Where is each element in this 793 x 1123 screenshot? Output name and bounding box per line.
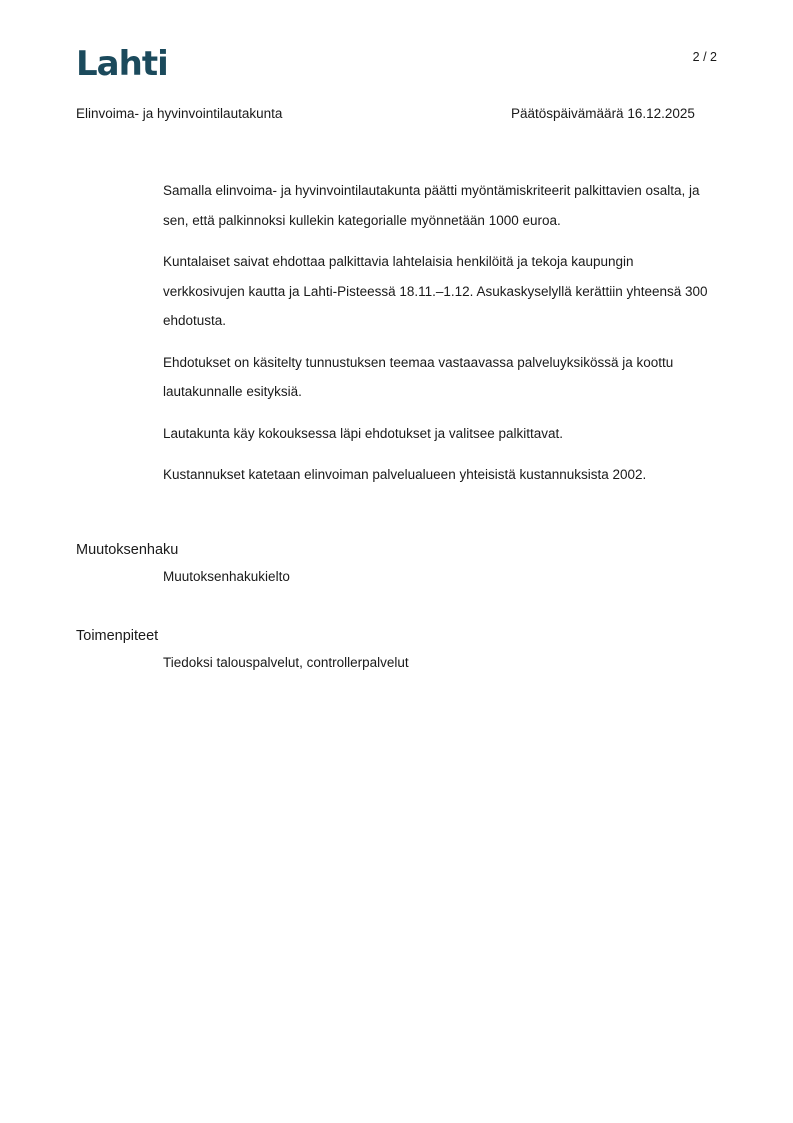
body-paragraph: Kuntalaiset saivat ehdottaa palkittavia lahtelaisia henkilöitä ja tekoja kaupungin verkkosivujen kautta ja Lahti-Pisteessä 18.11.–1.12. Asukaskyselyllä kerättiin yhteensä 300 ehdotusta. [163,254,708,328]
body-paragraph: Samalla elinvoima- ja hyvinvointilautakunta päätti myöntämiskriteerit palkittavien osalta, ja sen, että palkinnoksi kullekin kategorialle myönnetään 1000 euroa. [163,183,700,228]
appeal-heading: Muutoksenhaku [76,542,179,558]
actions-heading: Toimenpiteet [76,628,159,644]
decision-body [163,176,715,502]
body-paragraph: Ehdotukset on käsitelty tunnustuksen teemaa vastaavassa palveluyksikössä ja koottu lautakunnalle esityksiä. [163,354,674,399]
decision-date: Päätöspäivämäärä 16.12.2025 [511,106,695,121]
lahti-logo: Lahti [76,44,168,84]
appeal-value: Muutoksenhakukielto [163,569,290,584]
committee-name: Elinvoima- ja hyvinvointilautakunta [76,106,283,121]
actions-value: Tiedoksi talouspalvelut, controllerpalvelut [163,655,409,670]
body-paragraph: Lautakunta käy kokouksessa läpi ehdotukset ja valitsee palkittavat. [163,425,563,441]
body-paragraph: Kustannukset katetaan elinvoiman palvelualueen yhteisistä kustannuksista 2002. [163,467,647,482]
page-number: 2 / 2 [692,50,717,64]
